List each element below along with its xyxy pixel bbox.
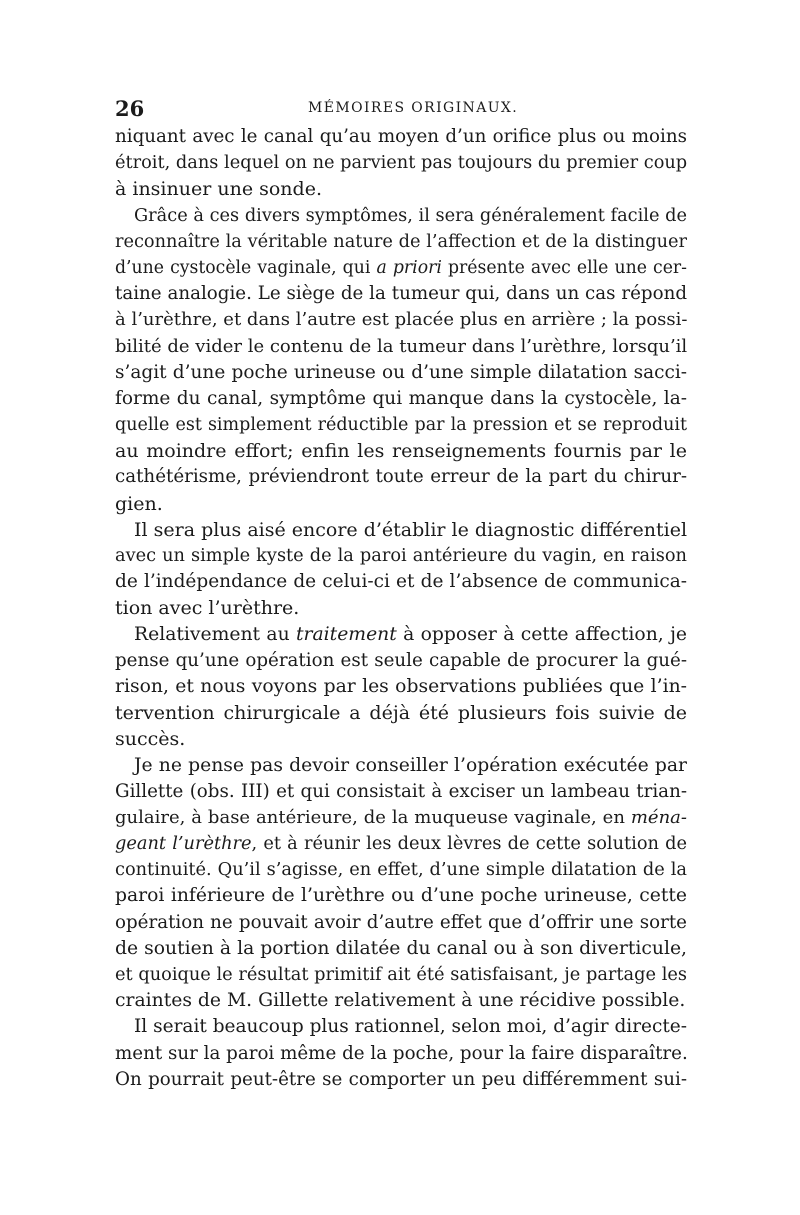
text-run: , et à réunir les deux lèvres de cette solution de — [251, 834, 687, 855]
text-line: ment sur la paroi même de la poche, pour la faire disparaître. — [115, 1042, 688, 1064]
text-run: gulaire, à base antérieure, de la muqueuse vaginale, en — [115, 806, 631, 828]
text-line: reconnaître la véritable nature de l’affection et de la distinguer — [115, 231, 687, 252]
text-line: quelle est simplement réductible par la pression et se reproduit — [115, 415, 687, 436]
body-text — [115, 124, 687, 1093]
text-line: avec un simple kyste de la paroi antérieure du vagin, en raison — [115, 546, 687, 566]
text-line: rison, et nous voyons par les observations publiées que l’in- — [115, 675, 687, 697]
text-line: de l’indépendance de celui-ci et de l’absence de communica- — [115, 571, 687, 593]
text-line — [115, 255, 687, 281]
text-line: On pourrait peut-être se comporter un peu différemment sui- — [115, 1068, 687, 1090]
text-line: forme du canal, symptôme qui manque dans la cystocèle, la- — [115, 387, 687, 409]
text-line: craintes de M. Gillette relativement à une récidive possible. — [115, 990, 686, 1012]
text-line: opération ne pouvait avoir d’autre effet que d’offrir une sorte — [115, 911, 687, 933]
text-line — [115, 831, 687, 857]
text-line: étroit, dans lequel on ne parvient pas toujours du premier coup — [115, 153, 688, 174]
text-line: tervention chirurgicale a déjà été plusieurs fois suivie de — [115, 702, 687, 725]
text-line: cathétérisme, préviendront toute erreur de la part du chirur- — [115, 466, 687, 488]
running-title: MÉMOIRES ORIGINAUX. — [308, 100, 519, 116]
text-line: paroi inférieure de l’urèthre ou d’une poche urineuse, cette — [115, 885, 687, 907]
running-header — [115, 96, 687, 124]
text-line: et quoique le résultat primitif ait été satisfaisant, je partage les — [115, 965, 687, 985]
text-line: succès. — [115, 728, 186, 751]
text-line: pense qu’une opération est seule capable de procurer la gué- — [115, 649, 687, 671]
text-line: tion avec l’urèthre. — [115, 597, 300, 620]
text-run: Relativement au — [134, 623, 296, 645]
text-line: bilité de vider le contenu de la tumeur dans l’urèthre, lorsqu’il — [115, 335, 688, 357]
text-line: taine analogie. Le siège de la tumeur qui, dans un cas répond — [115, 283, 687, 305]
text-line: de soutien à la portion dilatée du canal ou à son diverticule, — [115, 937, 687, 959]
italic-term: geant l’urèthre — [115, 834, 252, 855]
book-page — [115, 96, 687, 1093]
paragraph-first-line: Il sera plus aisé encore d’établir le diagnostic différentiel — [134, 518, 688, 541]
paragraph-first-line: Il serait beaucoup plus rationnel, selon moi, d’agir directe- — [134, 1016, 687, 1038]
page-number: 26 — [115, 96, 145, 121]
paragraph-first-line: Je ne pense pas devoir conseiller l’opération exécutée par — [134, 754, 687, 776]
text-line: s’agit d’une poche urineuse ou d’une simple dilatation sacci- — [115, 361, 687, 383]
text-line: à l’urèthre, et dans l’autre est placée plus en arrière ; la possi- — [115, 309, 688, 331]
text-run: à opposer à cette affection, je — [396, 623, 687, 645]
text-line — [115, 805, 687, 831]
text-line: au moindre effort; enfin les renseignements fournis par le — [115, 440, 687, 463]
italic-term: traitement — [296, 623, 397, 645]
text-run: d’une cystocèle vaginale, qui — [115, 257, 377, 278]
italic-term: ména- — [630, 806, 687, 828]
text-run: présente avec elle une cer- — [441, 257, 688, 278]
italic-term: a priori — [376, 257, 442, 278]
paragraph-first-line — [115, 622, 687, 648]
text-line: continuité. Qu’il s’agisse, en effet, d’une simple dilatation de la — [115, 860, 687, 881]
text-line: Gillette (obs. III) et qui consistait à exciser un lambeau trian- — [115, 780, 687, 802]
text-line: niquant avec le canal qu’au moyen d’un orifice plus ou moins — [115, 126, 687, 147]
text-line: gien. — [115, 492, 163, 515]
text-line: à insinuer une sonde. — [115, 178, 322, 201]
paragraph-first-line: Grâce à ces divers symptômes, il sera généralement facile de — [134, 205, 687, 226]
